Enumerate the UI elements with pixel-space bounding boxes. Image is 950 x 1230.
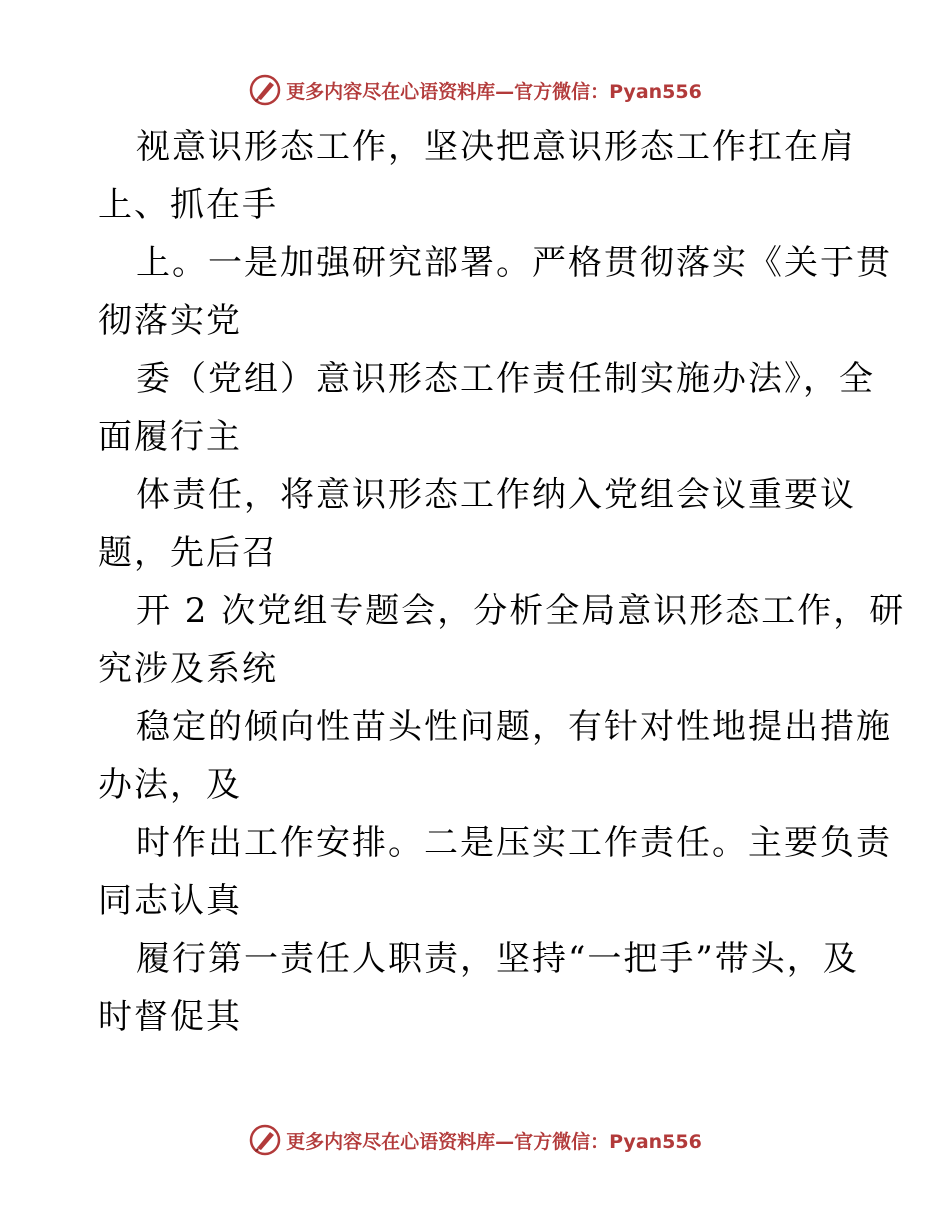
document-body xyxy=(98,118,906,1046)
text-line: 履行第一责任人职责，坚持“一把手”带头，及 xyxy=(136,939,859,979)
header-banner xyxy=(0,70,950,110)
banner-text: 更多内容尽在心语资料库—官方微信：Pyan556 xyxy=(286,80,702,103)
text-line-pair xyxy=(98,698,892,814)
text-line-pair xyxy=(98,930,858,1046)
text-line: 委（党组）意识形态工作责任制实施办法》，全 xyxy=(136,359,875,399)
text-line: 办法，及 xyxy=(98,765,242,805)
text-line: 究涉及系统 xyxy=(98,649,278,689)
text-line: 彻落实党 xyxy=(98,301,242,341)
text-line-pair xyxy=(98,814,892,930)
text-line-pair xyxy=(98,582,906,698)
text-line-pair xyxy=(98,234,892,350)
quill-pen-icon xyxy=(248,1123,282,1157)
text-line: 面履行主 xyxy=(98,417,242,457)
text-line: 时督促其 xyxy=(98,997,242,1037)
text-line: 视意识形态工作，坚决把意识形态工作扛在肩 xyxy=(136,127,856,167)
text-line: 题，先后召 xyxy=(98,533,278,573)
banner-text: 更多内容尽在心语资料库—官方微信：Pyan556 xyxy=(286,1130,702,1153)
text-line: 稳定的倾向性苗头性问题，有针对性地提出措施 xyxy=(136,707,892,747)
text-line: 时作出工作安排。二是压实工作责任。主要负责 xyxy=(136,823,892,863)
text-line: 上。一是加强研究部署。严格贯彻落实《关于贯 xyxy=(136,243,892,283)
text-line: 同志认真 xyxy=(98,881,242,921)
text-line-pair xyxy=(98,466,858,582)
text-line: 体责任，将意识形态工作纳入党组会议重要议 xyxy=(136,475,856,515)
text-line-pair xyxy=(98,350,875,466)
footer-banner xyxy=(0,1120,950,1160)
quill-pen-icon xyxy=(248,73,282,107)
text-line-pair xyxy=(98,118,858,234)
text-line: 开 2 次党组专题会，分析全局意识形态工作，研 xyxy=(136,591,906,631)
text-line: 上、抓在手 xyxy=(98,185,278,225)
